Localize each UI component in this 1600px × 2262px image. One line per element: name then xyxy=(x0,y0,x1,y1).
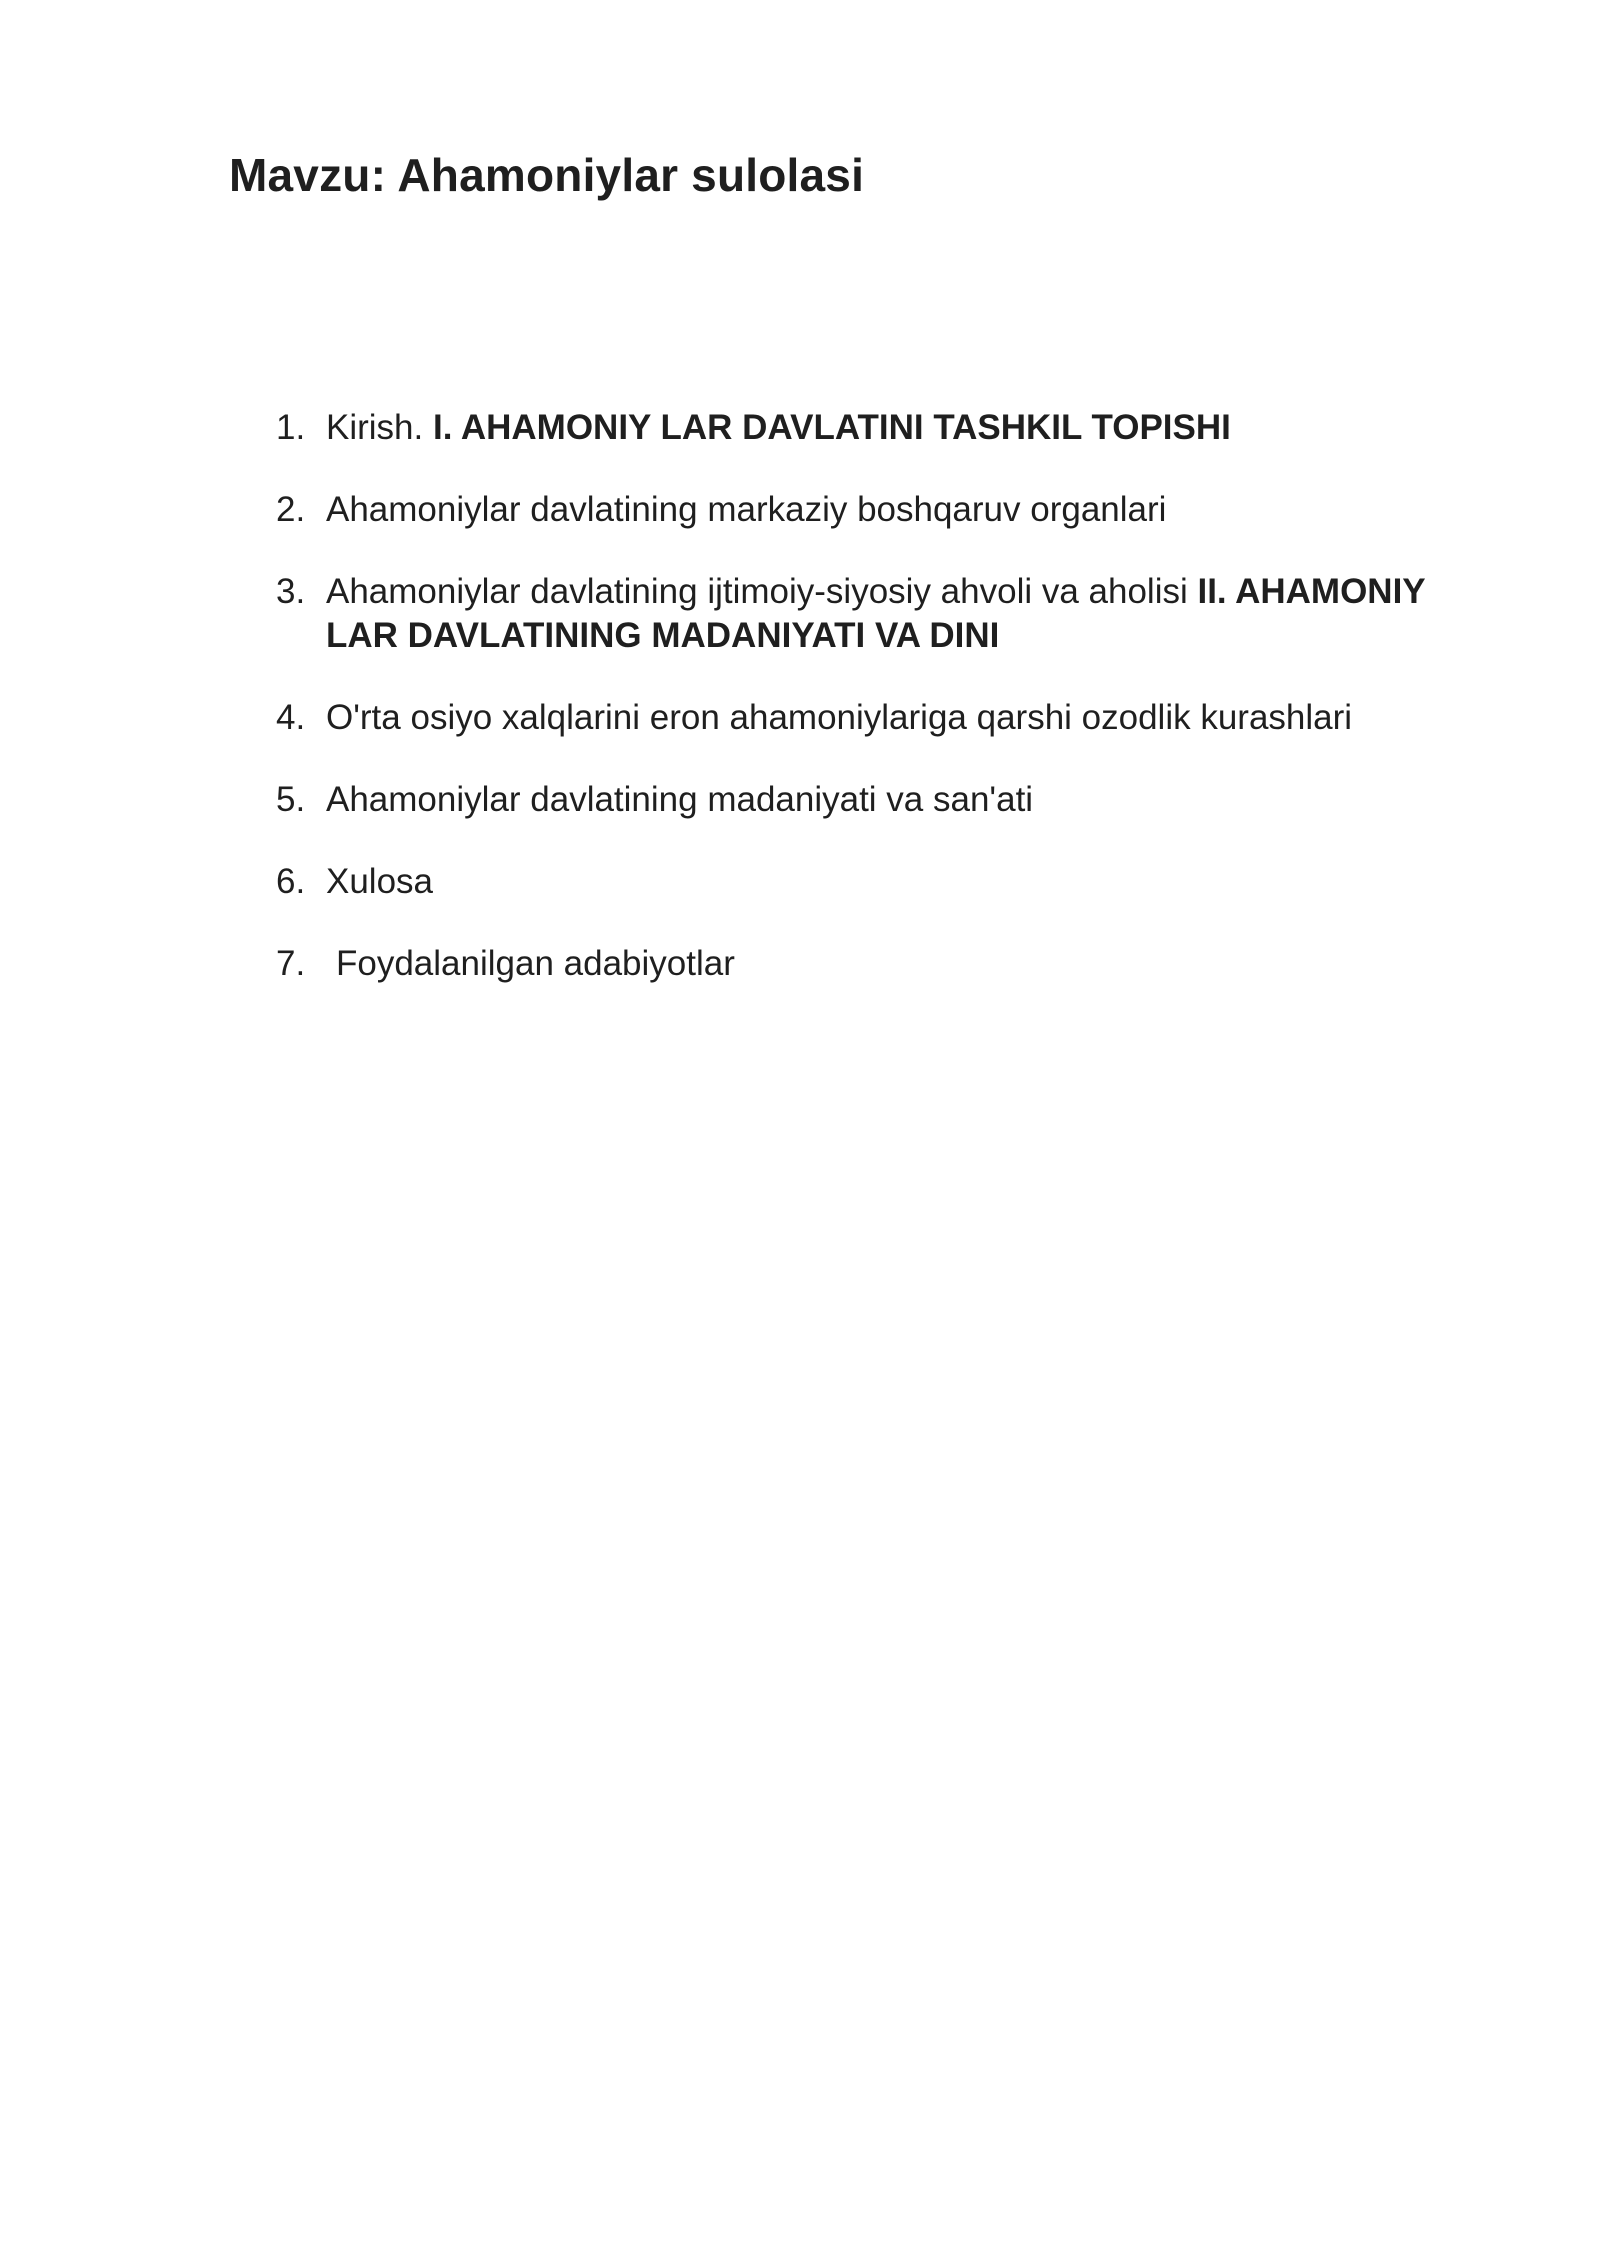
list-item-plain: O'rta osiyo xalqlarini eron ahamoniylariga qarshi ozodlik kurashlari xyxy=(326,698,1353,737)
list-item xyxy=(276,860,1476,904)
list-item xyxy=(276,696,1476,740)
list-item xyxy=(276,570,1476,658)
list-item-text xyxy=(336,942,1476,986)
list-item-number: 4. xyxy=(276,698,306,737)
list-item-number: 7. xyxy=(276,944,306,983)
list-item-text xyxy=(326,778,1476,822)
contents-list xyxy=(276,406,1476,1024)
list-item-number: 1. xyxy=(276,408,306,447)
list-item-text xyxy=(326,860,1476,904)
list-item-text xyxy=(326,570,1476,658)
list-item-text xyxy=(326,406,1476,450)
list-item xyxy=(276,942,1476,986)
list-item-plain: Ahamoniylar davlatining markaziy boshqaruv organlari xyxy=(326,490,1167,529)
page-title: Mavzu: Ahamoniylar sulolasi xyxy=(229,149,865,201)
list-item xyxy=(276,406,1476,450)
list-item-plain: Kirish. xyxy=(326,408,433,447)
list-item xyxy=(276,778,1476,822)
list-item-plain: Xulosa xyxy=(326,862,434,901)
list-item-plain: Ahamoniylar davlatining madaniyati va san'ati xyxy=(326,780,1034,819)
list-item-bold: I. AHAMONIY LAR DAVLATINI TASHKIL TOPISHI xyxy=(432,408,1231,447)
list-item-plain: Foydalanilgan adabiyotlar xyxy=(336,944,735,983)
list-item-bold: II. AHAMONIY LAR DAVLATINING MADANIYATI VA DINI xyxy=(326,572,1426,655)
list-item-plain: Ahamoniylar davlatining ijtimoiy-siyosiy ahvoli va aholisi xyxy=(326,572,1198,611)
list-item-number: 5. xyxy=(276,780,306,819)
list-item-text xyxy=(326,696,1476,740)
list-item xyxy=(276,488,1476,532)
list-item-number: 2. xyxy=(276,490,306,529)
list-item-number: 6. xyxy=(276,862,306,901)
list-item-text xyxy=(326,488,1476,532)
list-item-number: 3. xyxy=(276,572,306,611)
